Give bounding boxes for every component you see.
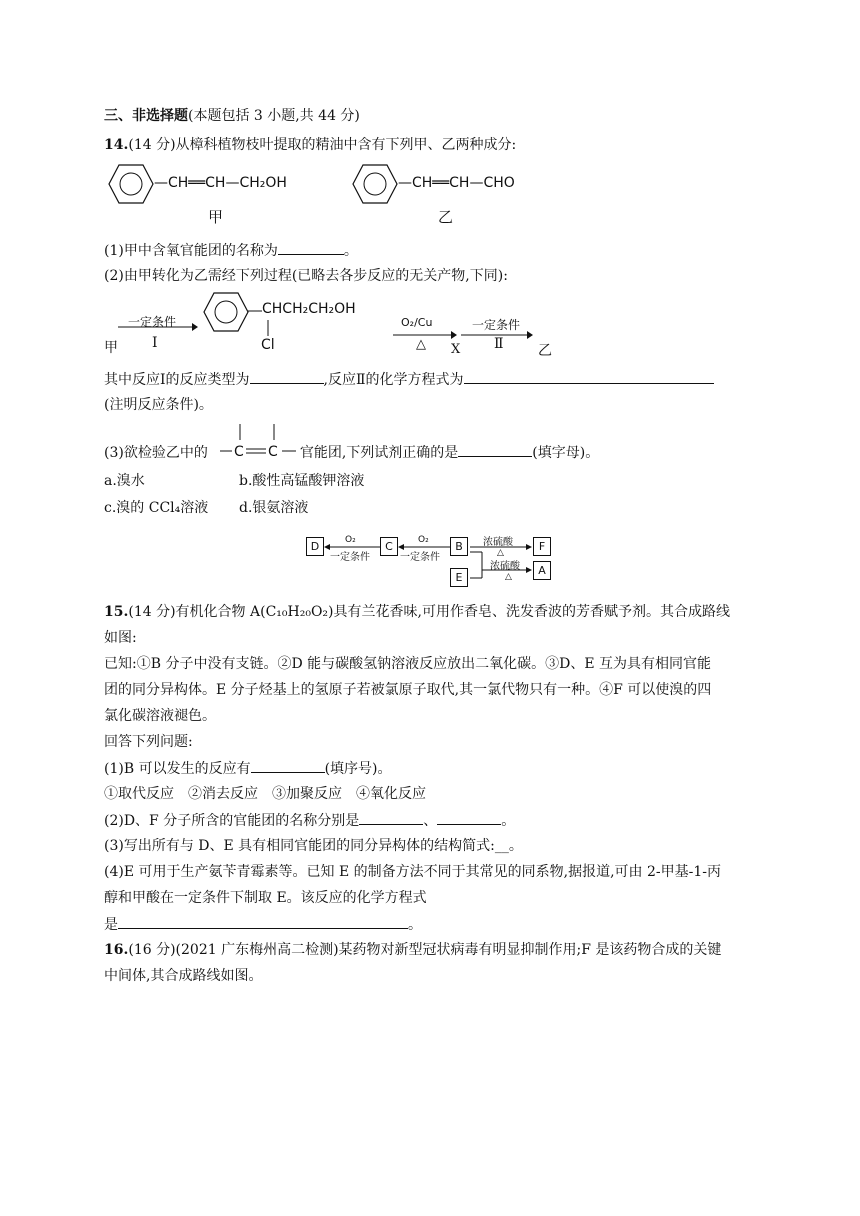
jia-label: 甲 bbox=[208, 208, 224, 226]
q15-part4-end: 。 bbox=[408, 917, 422, 933]
mid-chain: CHCH₂CH₂OH bbox=[262, 301, 356, 317]
q14-option-c: c.溴的 CCl₄溶液 bbox=[104, 500, 209, 516]
route-cond1: 一定条件 bbox=[128, 315, 177, 329]
section-note: (本题包括 3 小题,共 44 分) bbox=[188, 108, 360, 124]
route-cond2-top: O₂/Cu bbox=[401, 316, 433, 329]
scheme-box-e: E bbox=[450, 568, 468, 587]
route-end: 乙 bbox=[538, 343, 552, 359]
q14-intro-text: (14 分)从樟科植物枝叶提取的精油中含有下列甲、乙两种成分: bbox=[128, 137, 517, 153]
q15-known-a: 已知:①B 分子中没有支链。②D 能与碳酸氢钠溶液反应放出二氧化碳。③D、E 互为具有相同官能 bbox=[104, 656, 712, 672]
answer-blank[interactable] bbox=[437, 810, 501, 825]
q15-part4-b: 醇和甲酸在一定条件下制取 E。该反应的化学方程式 bbox=[104, 890, 427, 906]
scheme-acid-1: 浓硫酸 bbox=[483, 537, 513, 548]
scheme-cond-1: 一定条件 bbox=[330, 552, 370, 563]
q15-part3: (3)写出所有与 D、E 具有相同官能团的同分异构体的结构简式:__。 bbox=[104, 838, 523, 854]
q15-number: 15. bbox=[104, 604, 129, 620]
q15-intro-text: (14 分)有机化合物 A(C₁₀H₂₀O₂)具有兰花香味,可用作香皂、洗发香波的芳香赋予剂。其合成路线 bbox=[128, 604, 730, 620]
q15-known-c: 氯化碳溶液褪色。 bbox=[104, 708, 216, 724]
q15-part2 bbox=[104, 810, 515, 831]
q14-part2-q-a: 其中反应Ⅰ的反应类型为 bbox=[104, 372, 250, 388]
q16-line-a-text: (16 分)(2021 广东梅州高二检测)某药物对新型冠状病毒有明显抑制作用;F 是该药物合成的关键 bbox=[128, 942, 722, 958]
benzene-ring-yi bbox=[352, 163, 398, 205]
svg-text:C: C bbox=[234, 444, 244, 460]
q15-part2-sep: 、 bbox=[423, 813, 438, 829]
q14-part1-text: (1)甲中含氧官能团的名称为 bbox=[104, 243, 278, 259]
q15-intro-a bbox=[104, 602, 730, 622]
yi-chain: —CH══CH—CHO bbox=[398, 175, 515, 191]
scheme-acid-2: 浓硫酸 bbox=[490, 561, 520, 572]
route-step2: Ⅱ bbox=[494, 336, 504, 352]
section-title: 三、非选择题 bbox=[104, 108, 188, 124]
q14-part2-note: (注明反应条件)。 bbox=[104, 397, 213, 413]
q14-part1 bbox=[104, 240, 358, 261]
scheme-box-f: F bbox=[533, 537, 551, 556]
route-start: 甲 bbox=[104, 340, 118, 356]
jia-chain: —CH══CH—CH₂OH bbox=[154, 175, 287, 191]
scheme-box-d: D bbox=[306, 537, 324, 556]
answer-blank[interactable] bbox=[359, 810, 423, 825]
q14-part2: (2)由甲转化为乙需经下列过程(已略去各步反应的无关产物,下同): bbox=[104, 268, 508, 284]
answer-blank[interactable] bbox=[278, 240, 344, 255]
q16-line-b: 中间体,其合成路线如图。 bbox=[104, 968, 263, 984]
benzene-ring-jia bbox=[108, 163, 154, 205]
q15-part4-a: (4)E 可用于生产氨苄青霉素等。已知 E 的制备方法不同于其常见的同系物,据报道,可由 2-甲基-1-丙 bbox=[104, 864, 721, 880]
answer-blank[interactable] bbox=[250, 369, 324, 384]
route-cond3: 一定条件 bbox=[472, 318, 521, 332]
q14-part1-end: 。 bbox=[343, 243, 358, 259]
route-arrow1 bbox=[118, 322, 198, 332]
scheme-box-a: A bbox=[533, 561, 551, 580]
q15-ask: 回答下列问题: bbox=[104, 734, 193, 750]
q15-part1-end: (填序号)。 bbox=[324, 761, 392, 777]
route-x: X bbox=[451, 342, 461, 357]
q16-number: 16. bbox=[104, 942, 129, 958]
scheme-o2-2: O₂ bbox=[418, 535, 429, 545]
q15-part4-c bbox=[104, 914, 422, 935]
q15-part2-end: 。 bbox=[501, 813, 516, 829]
q14-part2-q-b: ,反应Ⅱ的化学方程式为 bbox=[323, 372, 464, 388]
answer-blank[interactable] bbox=[251, 758, 325, 773]
q14-part3-b: 官能团,下列试剂正确的是 bbox=[299, 445, 459, 461]
q14-part3-a: (3)欲检验乙中的 bbox=[104, 445, 208, 461]
q15-part2-text: (2)D、F 分子所含的官能团的名称分别是 bbox=[104, 813, 360, 829]
answer-blank[interactable] bbox=[464, 369, 714, 384]
scheme-box-b: B bbox=[450, 537, 468, 556]
answer-blank[interactable] bbox=[458, 442, 532, 457]
q15-options: ①取代反应 ②消去反应 ③加聚反应 ④氧化反应 bbox=[104, 786, 426, 802]
q14-intro bbox=[104, 135, 516, 155]
scheme-o2-1: O₂ bbox=[345, 535, 356, 545]
scheme-cond-2: 一定条件 bbox=[400, 552, 440, 563]
alkene-group-icon bbox=[218, 422, 302, 464]
scheme-heat-1: △ bbox=[497, 548, 504, 558]
scheme-box-c: C bbox=[380, 537, 398, 556]
route-cond2-bottom: △ bbox=[416, 337, 426, 352]
q14-option-b: b.酸性高锰酸钾溶液 bbox=[239, 473, 365, 489]
q14-option-a: a.溴水 bbox=[104, 473, 145, 489]
scheme-heat-2: △ bbox=[505, 572, 512, 582]
svg-text:C: C bbox=[268, 444, 278, 460]
q15-part4-c-text: 是 bbox=[104, 917, 118, 933]
q16-line-a bbox=[104, 940, 721, 960]
section-heading bbox=[104, 106, 360, 126]
q14-option-d: d.银氨溶液 bbox=[239, 500, 309, 516]
yi-label: 乙 bbox=[438, 208, 454, 226]
q14-part2-question bbox=[104, 369, 714, 390]
cl-bond bbox=[266, 320, 270, 336]
mid-sub: Cl bbox=[261, 337, 275, 353]
route-step1: Ⅰ bbox=[152, 335, 158, 351]
answer-blank[interactable] bbox=[118, 914, 408, 929]
q15-known-b: 团的同分异构体。E 分子烃基上的氢原子若被氯原子取代,其一氯代物只有一种。④F 可以使溴的四 bbox=[104, 682, 712, 698]
benzene-ring-mid bbox=[203, 291, 249, 333]
q15-part1 bbox=[104, 758, 392, 779]
q15-intro-b: 如图: bbox=[104, 630, 137, 646]
q14-number: 14. bbox=[104, 137, 129, 153]
q14-part3-c: (填字母)。 bbox=[532, 445, 600, 461]
ring-bond bbox=[248, 309, 262, 313]
q15-part1-text: (1)B 可以发生的反应有 bbox=[104, 761, 251, 777]
q14-part3 bbox=[104, 442, 599, 463]
